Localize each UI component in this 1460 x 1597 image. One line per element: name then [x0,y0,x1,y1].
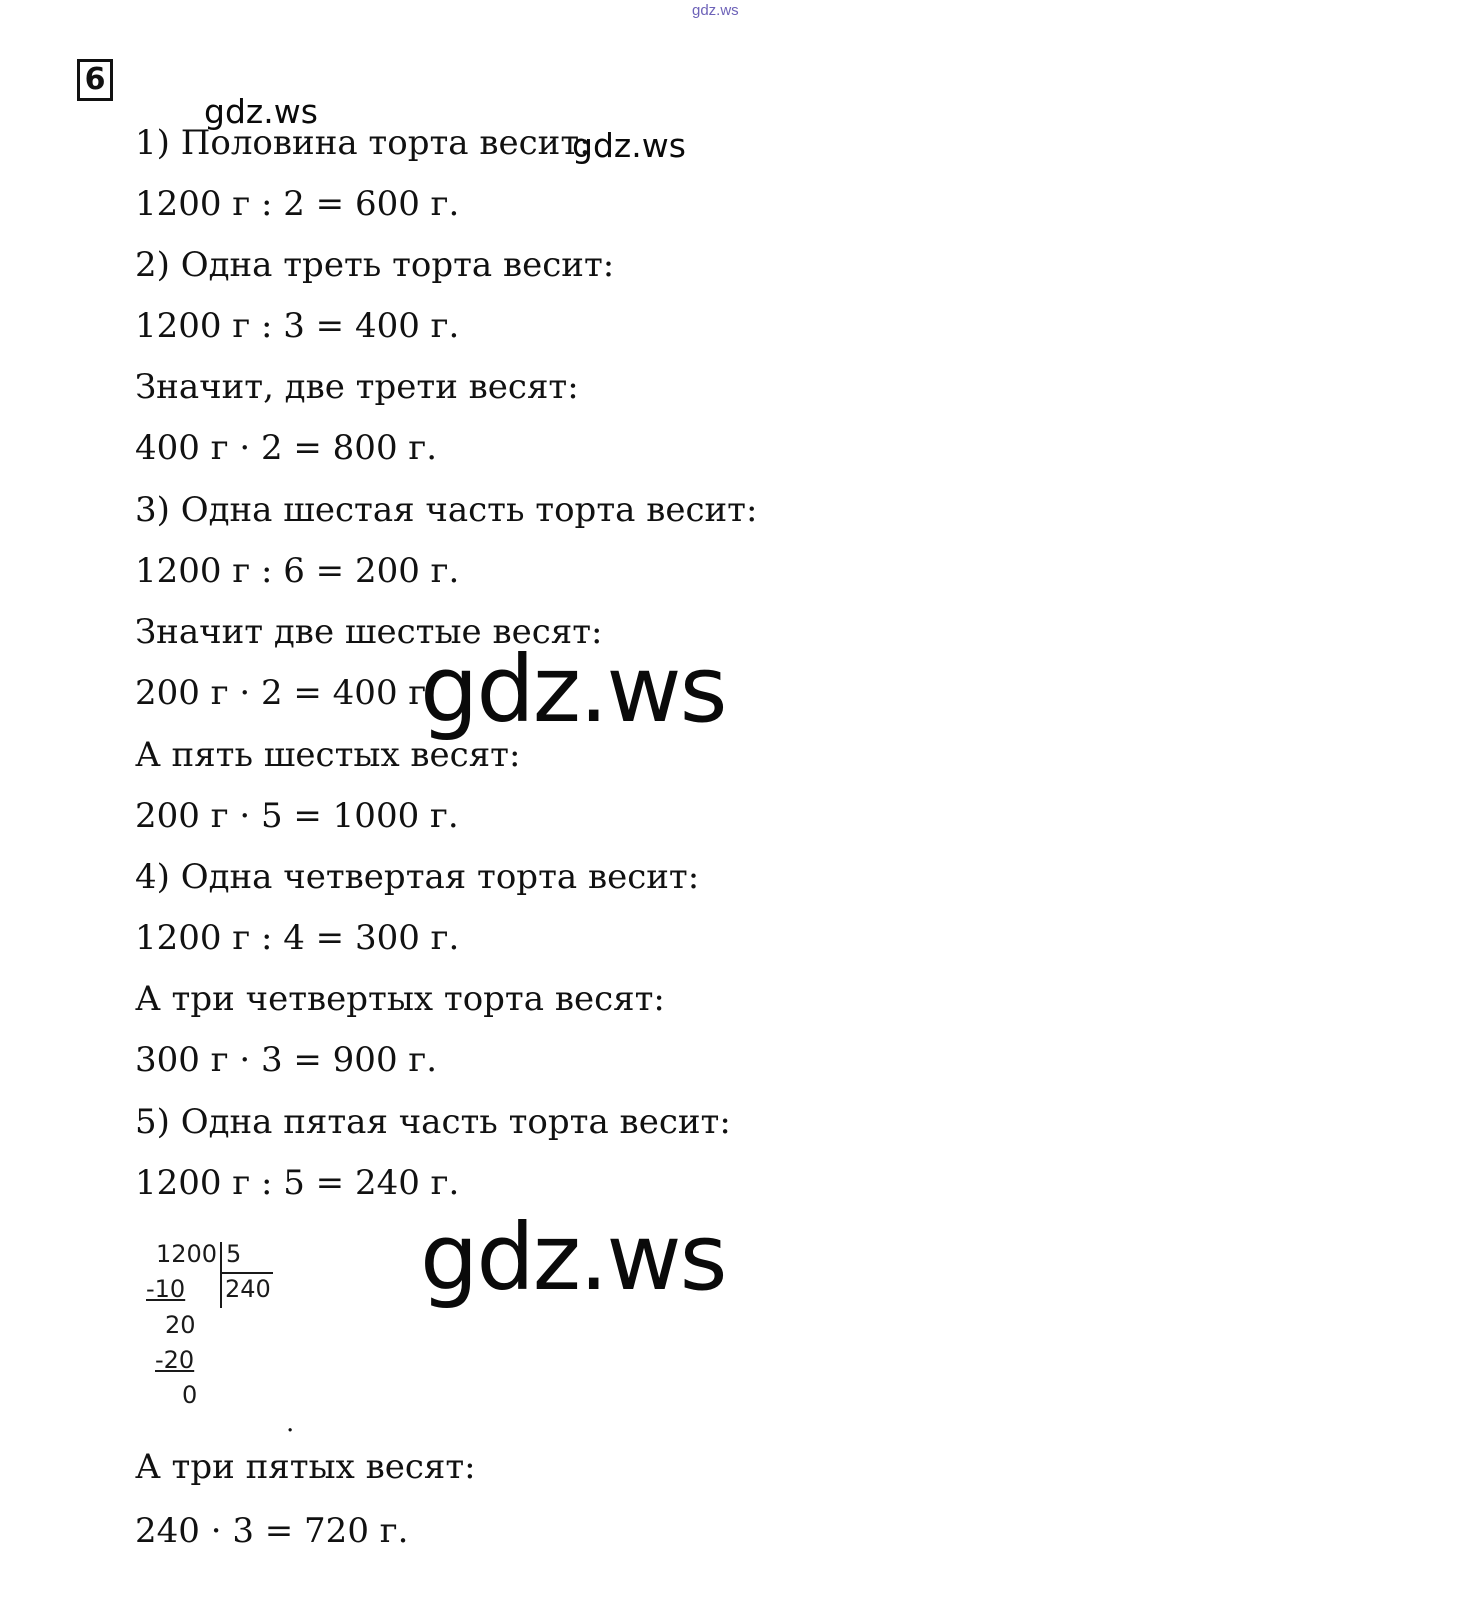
solution-line: 200 г · 5 = 1000 г. [135,796,459,836]
division-divisor: 5 [226,1240,242,1268]
solution-line: 3) Одна шестая часть торта весит: [135,490,758,530]
division-dividend: 1200 [156,1240,218,1268]
solution-line: 300 г · 3 = 900 г. [135,1040,437,1080]
watermark-small-1: gdz.ws [204,92,318,131]
solution-line: Значит, две трети весят: [135,367,579,407]
solution-line: А три четвертых торта весят: [135,979,665,1019]
solution-line: 2) Одна треть торта весит: [135,245,615,285]
watermark-big-1: gdz.ws [420,636,726,743]
division-step2-subtract: -20 [155,1346,195,1374]
solution-line: 400 г · 2 = 800 г. [135,428,437,468]
solution-line: 240 · 3 = 720 г. [135,1511,409,1551]
solution-line: 1200 г : 2 = 600 г. [135,184,460,224]
division-quotient: 240 [225,1275,271,1303]
solution-line: 1) Половина торта весит: [135,123,591,163]
solution-line: 200 г · 2 = 400 г. [135,673,437,713]
solution-line: А три пятых весят: [135,1447,476,1487]
solution-line: 4) Одна четвертая торта весит: [135,857,700,897]
division-step2-remainder: 20 [165,1311,196,1339]
watermark-small-2: gdz.ws [572,126,686,165]
task-number-box: 6 [77,59,113,101]
stray-dot: . [286,1408,295,1438]
solution-line: 1200 г : 6 = 200 г. [135,551,460,591]
top-watermark: gdz.ws [692,2,739,19]
division-vertical-line [220,1242,222,1308]
solution-line: 5) Одна пятая часть торта весит: [135,1102,731,1142]
solution-line: Значит две шестые весят: [135,612,603,652]
division-step1-subtract: -10 [146,1275,186,1303]
watermark-big-2: gdz.ws [420,1204,726,1311]
solution-line: 1200 г : 5 = 240 г. [135,1163,460,1203]
solution-line: 1200 г : 4 = 300 г. [135,918,460,958]
solution-line: А пять шестых весят: [135,735,521,775]
solution-line: 1200 г : 3 = 400 г. [135,306,460,346]
long-division [140,1238,300,1418]
division-remainder: 0 [182,1381,198,1409]
division-horizontal-line [221,1272,273,1274]
